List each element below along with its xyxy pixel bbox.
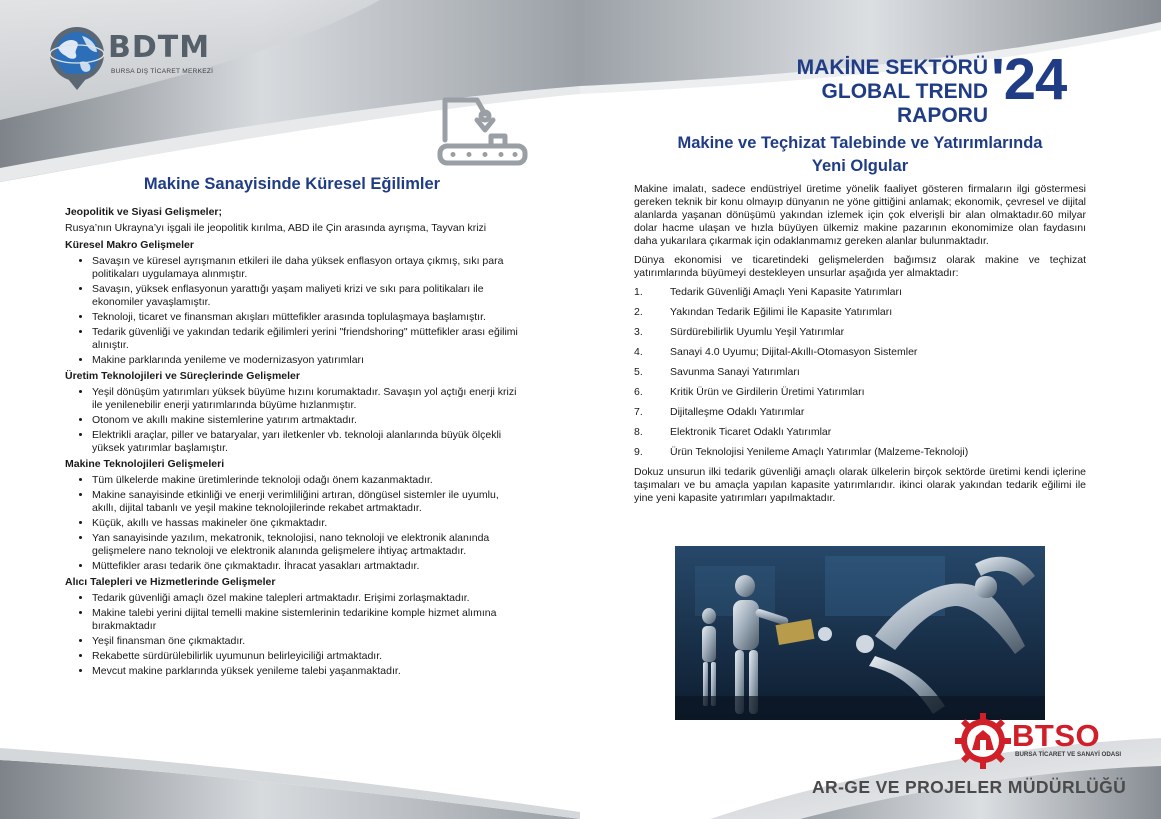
section-heading: Küresel Makro Gelişmeler	[65, 239, 194, 251]
list-text: Yakından Tedarik Eğilimi İle Kapasite Yatırımları	[670, 306, 893, 318]
list-number: 7.	[634, 406, 643, 418]
list-item: • Teknoloji, ticaret ve finansman akışları müttefikler arasında toplulaşmaya başlamıştır.	[92, 311, 520, 324]
list-number: 2.	[634, 306, 643, 318]
list-item: • Yeşil finansman öne çıkmaktadır.	[92, 635, 520, 648]
globe-pin-icon	[46, 26, 108, 92]
list-text: Kritik Ürün ve Girdilerin Üretimi Yatırımları	[670, 386, 865, 398]
list-item	[634, 326, 1086, 339]
list-item	[634, 286, 1086, 299]
report-title-line2: GLOBAL TREND RAPORU	[821, 80, 988, 127]
footer-department: AR-GE VE PROJELER MÜDÜRLÜĞÜ	[812, 777, 1127, 797]
list-number: 5.	[634, 366, 643, 378]
list-text: Savunma Sanayi Yatırımları	[670, 366, 800, 378]
list-number: 8.	[634, 426, 643, 438]
list-item: • Yeşil dönüşüm yatırımları yüksek büyüme hızını korumaktadır. Savaşın yol açtığı enerji krizi ile yenilenebilir enerji yatırımlarında büyüme hızlanmıştır.	[92, 386, 520, 412]
list-number: 9.	[634, 446, 643, 458]
list-item: • Yan sanayisinde yazılım, mekatronik, teknolojisi, nano teknoloji ve elektronik alanında gelişmelere nano teknoloji ve elektronik alanında gelişmelere ihtiyaç artmaktadır.	[92, 532, 520, 558]
btso-logo-subtitle: BURSA TİCARET VE SANAYİ ODASI	[1015, 751, 1122, 758]
list-item: • Müttefikler arası tedarik öne çıkmaktadır. İhracat yasakları artmaktadır.	[92, 560, 520, 573]
list-text: Tedarik Güvenliği Amaçlı Yeni Kapasite Yatırımları	[670, 286, 902, 298]
bullet-list	[65, 255, 520, 367]
robot-arm-conveyor-icon	[437, 96, 529, 168]
right-title-line1: Makine ve Teçhizat Talebinde ve Yatırımlarında	[677, 134, 1043, 152]
list-item: • Makine parklarında yenileme ve modernizasyon yatırımları	[92, 354, 520, 367]
report-title	[728, 56, 988, 128]
btso-logo-text: BTSO	[1012, 718, 1101, 753]
list-number: 1.	[634, 286, 643, 298]
left-page	[0, 0, 580, 819]
paragraph: Dünya ekonomisi ve ticaretindeki gelişmelerden bağımsız olarak makine ve teçhizat yatırımlarında büyümeyi destekleyen unsurlar aşağıda yer almaktadır:	[634, 254, 1086, 279]
list-text: Elektronik Ticaret Odaklı Yatırımlar	[670, 426, 832, 438]
section-heading: Jeopolitik ve Siyasi Gelişmeler;	[65, 206, 222, 218]
bullet-list	[65, 474, 520, 573]
robot-photo	[675, 546, 1045, 720]
left-page-title: Makine Sanayisinde Küresel Eğilimler	[143, 175, 441, 193]
list-item: • Tedarik güvenliği ve yakından tedarik eğilimleri yerini "friendshoring" müttefikler arası eğilimi alınıştır.	[92, 326, 520, 352]
list-item	[634, 406, 1086, 419]
list-text: Sanayi 4.0 Uyumu; Dijital-Akıllı-Otomasyon Sistemler	[670, 346, 918, 358]
list-item	[634, 446, 1086, 459]
list-text: Sürdürebilirlik Uyumlu Yeşil Yatırımlar	[670, 326, 845, 338]
report-title-line1: MAKİNE SEKTÖRÜ	[796, 56, 988, 79]
paragraph: Makine imalatı, sadece endüstriyel üretime yönelik faaliyet gösteren firmaların ilgi göstermesi gereken teknik bir konu olmayıp dünyanın ne yöne gittiğini anlamak; ekonomik, çevresel ve dijital alanlarda yaşanan dönüşümü yakından izlemek için çok elverişli bir alan olmaktadır.60 milyar dolar hacme ulaşan ve hızla büyüyen ülkemiz makine pazarının ekonomimize olan faydasını daha yukarılara çıkarmak için odaklanmamız gereken alanlar bulunmaktadır.	[634, 183, 1086, 247]
list-item	[634, 426, 1086, 439]
right-page	[580, 0, 1161, 819]
list-item	[634, 386, 1086, 399]
paragraph: Dokuz unsurun ilki tedarik güvenliği amaçlı olarak ülkelerin birçok sektörde üretimi kendi içlerine taşımaları ve bu amaçla yapılan kapasite yatırımlarıdır. ikinci olarak yakından tedarik eğilimi ile yine yeni kapasite yatırımları yapılmaktadır.	[634, 466, 1086, 504]
list-item: • Tüm ülkelerde makine üretimlerinde teknoloji odağı önem kazanmaktadır.	[92, 474, 520, 487]
right-page-title	[640, 132, 1080, 178]
list-item: • Elektrikli araçlar, piller ve bataryalar, yarı iletkenler vb. teknoloji alanlarında büyük ölçekli yüksek yatırımlar başlamıştır.	[92, 429, 520, 455]
bullet-list	[65, 592, 520, 678]
section-heading: Üretim Teknolojileri ve Süreçlerinde Gelişmeler	[65, 370, 300, 382]
section-heading: Makine Teknolojileri Gelişmeleri	[65, 458, 225, 470]
list-item: • Savaşın ve küresel ayrışmanın etkileri ile daha yüksek enflasyon ortaya çıkmış, sıkı para politikaları uygulamaya alınmıştır.	[92, 255, 520, 281]
list-number: 3.	[634, 326, 643, 338]
list-text: Dijitalleşme Odaklı Yatırımlar	[670, 406, 805, 418]
list-item	[634, 366, 1086, 379]
list-number: 4.	[634, 346, 643, 358]
bdtm-logo-subtitle: BURSA DIŞ TİCARET MERKEZİ	[111, 68, 214, 75]
list-item: • Küçük, akıllı ve hassas makineler öne çıkmaktadır.	[92, 517, 520, 530]
numbered-list	[634, 286, 1086, 459]
bdtm-logo-text: BDTM	[108, 30, 211, 65]
section-heading: Alıcı Talepleri ve Hizmetlerinde Gelişmeler	[65, 576, 276, 588]
list-item: • Tedarik güvenliği amaçlı özel makine talepleri artmaktadır. Erişimi zorlaşmaktadır.	[92, 592, 520, 605]
list-item: • Mevcut makine parklarında yüksek yenileme talebi yaşanmaktadır.	[92, 665, 520, 678]
report-year: '24	[991, 47, 1067, 112]
left-content	[65, 203, 520, 681]
list-text: Ürün Teknolojisi Yenileme Amaçlı Yatırımlar (Malzeme-Teknoloji)	[670, 446, 969, 458]
list-item: • Savaşın, yüksek enflasyonun yarattığı yaşam maliyeti krizi ve sıkı para politikaları ile ekonomiler yavaşlamıştır.	[92, 283, 520, 309]
btso-gear-seal-icon	[954, 712, 1012, 770]
right-content	[634, 183, 1086, 511]
bullet-list	[65, 386, 520, 455]
list-number: 6.	[634, 386, 643, 398]
list-item	[634, 346, 1086, 359]
list-item	[634, 306, 1086, 319]
list-item: • Rekabette sürdürülebilirlik uyumunun belirleyiciliği artmaktadır.	[92, 650, 520, 663]
list-item: • Otonom ve akıllı makine sistemlerine yatırım artmaktadır.	[92, 414, 520, 427]
section-paragraph: Rusya’nın Ukrayna’yı işgali ile jeopolitik kırılma, ABD ile Çin arasında ayrışma, Tayvan krizi	[65, 222, 487, 234]
right-title-line2: Yeni Olgular	[811, 157, 909, 175]
list-item: • Makine talebi yerini dijital temelli makine sistemlerinin tedarikine komple hizmet alımına bırakmaktadır	[92, 607, 520, 633]
list-item: • Makine sanayisinde etkinliği ve enerji verimliliğini artıran, döngüsel sistemler ile uyumlu, akıllı, dijital tabanlı ve yeşil makine teknolojilerinde rekabet artmaktadır.	[92, 489, 520, 515]
